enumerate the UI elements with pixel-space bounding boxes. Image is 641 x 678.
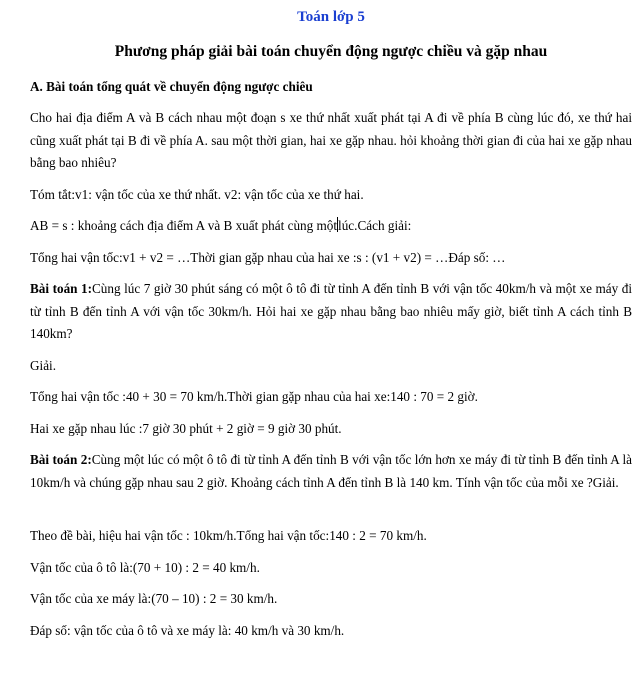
problem-2-solution-1: Theo đề bài, hiệu hai vận tốc : 10km/h.Tổng hai vận tốc:140 : 2 = 70 km/h. — [30, 528, 427, 543]
problem-1-solution-label: Giải. — [30, 357, 57, 373]
problem-1 — [30, 278, 632, 346]
blank-line — [30, 503, 632, 525]
summary-line-2-part-2: lúc.Cách giải: — [338, 218, 412, 233]
summary-line-2 — [30, 215, 632, 238]
summary-line-2-part-1: AB = s : khoảng cách địa điểm A và B xuất phát cùng một — [30, 218, 338, 233]
problem-2-label: Bài toán 2: — [30, 452, 92, 467]
problem-2 — [30, 449, 632, 494]
problem-1-solution-2: Hai xe gặp nhau lúc :7 giờ 30 phút + 2 giờ = 9 giờ 30 phút. — [30, 420, 342, 436]
section-a-intro: Cho hai địa điểm A và B cách nhau một đoạn s xe thứ nhất xuất phát tại A đi về phía B cùng lúc đó, xe thứ hai cũng xuất phát tại B đi về phía A. sau một thời gian, hai xe gặp nhau. hỏi khoảng thời gian đi của hai xe gặp nhau bằng bao nhiêu? — [30, 110, 632, 170]
header-title: Toán lớp 5 — [297, 9, 365, 25]
problem-2-solution-2: Vận tốc của ô tô là:(70 + 10) : 2 = 40 km/h. — [30, 559, 260, 575]
problem-2-solution-3: Vận tốc của xe máy là:(70 – 10) : 2 = 30 km/h. — [30, 591, 278, 606]
problem-1-label: Bài toán 1: — [30, 281, 93, 296]
document-title: Phương pháp giải bài toán chuyển động ngược chiều và gặp nhau — [114, 43, 548, 60]
summary-line-1: Tóm tắt:v1: vận tốc của xe thứ nhất. v2: vận tốc của xe thứ hai. — [30, 186, 364, 202]
section-a-heading: A. Bài toán tổng quát về chuyển động ngược chiêu — [30, 79, 313, 94]
problem-1-solution-1: Tổng hai vận tốc :40 + 30 = 70 km/h.Thời gian gặp nhau của hai xe:140 : 70 = 2 giờ. — [30, 389, 478, 404]
formula-line: Tổng hai vận tốc:v1 + v2 = …Thời gian gặp nhau của hai xe :s : (v1 + v2) = …Đáp số: … — [30, 249, 506, 265]
problem-1-text: Cùng lúc 7 giờ 30 phút sáng có một ô tô đi từ tỉnh A đến tỉnh B với vận tốc 40km/h và một xe máy đi từ tỉnh B đến tỉnh A với vận tốc 30km/h. Hỏi hai xe gặp nhau bằng bao nhiêu mấy giờ, biết tỉnh A cách tỉnh B 140km? — [30, 281, 633, 341]
problem-2-text: Cùng một lúc có một ô tô đi từ tỉnh A đến tỉnh B với vận tốc lớn hơn xe máy đi từ tỉnh B đến tỉnh A là 10km/h và chúng gặp nhau sau 2 giờ. Khoảng cách tỉnh A đến tỉnh B là 140 km. Tính vận tốc của mỗi xe ?Giải. — [30, 452, 633, 490]
problem-2-answer: Đáp số: vận tốc của ô tô và xe máy là: 40 km/h và 30 km/h. — [30, 622, 345, 638]
